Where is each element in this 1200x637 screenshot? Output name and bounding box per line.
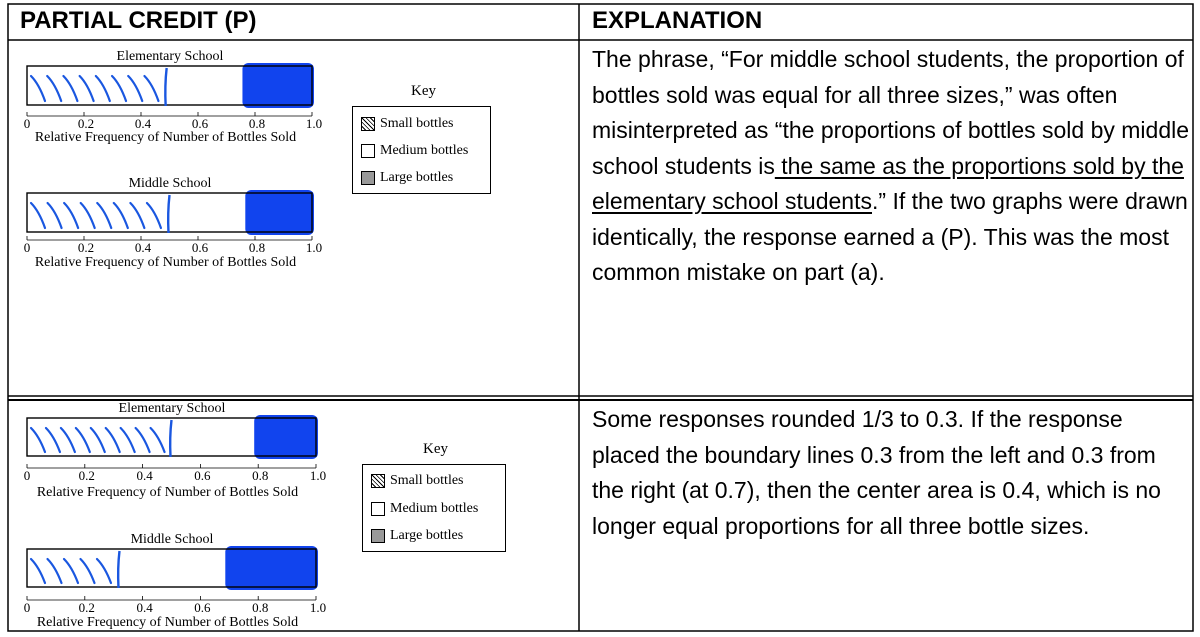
x-tick-label: 0.2 — [78, 468, 95, 483]
key-title: Key — [411, 83, 436, 99]
key-item-medium — [371, 501, 478, 517]
key-item-small — [361, 116, 454, 132]
small-bottles-hatch-stroke — [121, 428, 135, 452]
small-bottles-hatch-stroke — [81, 203, 95, 228]
small-bottles-hatch-stroke — [114, 203, 128, 228]
explanation-text-end: .” If the two graphs were drawn identically, the response earned a (P). This was the most common mistake on part (a). — [592, 188, 1188, 285]
key-label-medium: Medium bottles — [380, 143, 469, 158]
medium-bottles-swatch — [361, 144, 375, 158]
x-tick-label: 0.8 — [252, 600, 269, 615]
key-title: Key — [423, 441, 448, 457]
small-bottles-hatch-stroke — [76, 428, 90, 452]
x-tick-label: 0 — [23, 468, 31, 483]
x-tick-label: 0.6 — [191, 116, 209, 131]
small-bottles-hatch-stroke — [64, 203, 78, 228]
key-item-large — [361, 170, 453, 186]
key-label-medium: Medium bottles — [390, 501, 479, 516]
small-bottles-hatch-stroke — [47, 559, 61, 583]
small-bottles-hatch-stroke — [80, 76, 94, 101]
header-partial-credit: PARTIAL CREDIT (P) — [20, 7, 257, 34]
small-bottles-boundary — [118, 551, 119, 588]
small-bottles-hatch-stroke — [91, 428, 105, 452]
x-tick-label: 0.6 — [194, 468, 211, 483]
small-bottles-hatch-stroke — [47, 76, 61, 101]
x-tick-label: 0.4 — [136, 468, 153, 483]
x-tick-label: 0.8 — [248, 240, 266, 255]
large-bottles-segment — [225, 546, 318, 590]
key-label-large: Large bottles — [380, 170, 454, 185]
key-item-small — [371, 473, 464, 489]
chart-title: Elementary School — [118, 401, 226, 416]
x-tick-label: 0.8 — [252, 468, 269, 483]
x-tick-label: 0.4 — [134, 116, 152, 131]
x-tick-label: 0.4 — [136, 600, 153, 615]
x-tick-label: 0.4 — [134, 240, 152, 255]
small-bottles-hatch-stroke — [31, 428, 45, 452]
large-bottles-segment — [245, 190, 314, 235]
x-tick-label: 0.2 — [77, 116, 95, 131]
small-bottles-boundary — [165, 68, 166, 106]
explanation-row-2: Some responses rounded 1/3 to 0.3. If the response placed the boundary lines 0.3 from the left and 0.3 from the right (at 0.7), then the center area is 0.4, which is no longer equal proportions for all three bottle sizes. — [592, 406, 1161, 539]
small-bottles-hatch-stroke — [97, 559, 111, 583]
key-label-small: Small bottles — [380, 116, 454, 131]
large-bottles-swatch — [361, 171, 375, 185]
chart-title: Elementary School — [116, 49, 224, 64]
key-item-large — [371, 528, 463, 544]
small-bottles-hatch-stroke — [130, 203, 144, 228]
x-axis-label: Relative Frequency of Number of Bottles Sold — [36, 615, 299, 630]
small-bottles-hatch-stroke — [136, 428, 150, 452]
x-tick-label: 1.0 — [309, 468, 327, 483]
x-tick-label: 0.2 — [77, 240, 95, 255]
explanation-text: The phrase, “For middle school students, the proportion of bottles sold was equal for all three sizes,” was often misinterpreted as “the proportions of bottles sold by middle school students is — [592, 46, 1190, 179]
small-bottles-hatch-stroke — [96, 76, 110, 101]
x-tick-label: 1.0 — [305, 116, 323, 131]
large-bottles-segment — [254, 415, 318, 459]
small-bottles-hatch-stroke — [144, 76, 158, 101]
large-bottles-swatch — [371, 529, 385, 543]
small-bottles-hatch-stroke — [48, 203, 62, 228]
small-bottles-swatch — [361, 117, 375, 131]
x-axis-label: Relative Frequency of Number of Bottles Sold — [34, 255, 297, 270]
small-bottles-hatch-stroke — [64, 559, 78, 583]
small-bottles-hatch-stroke — [46, 428, 60, 452]
explanation-underlined-text: the same as the proportions sold by the elementary school students — [592, 152, 1184, 214]
key-box — [362, 441, 506, 552]
key-item-medium — [361, 143, 468, 159]
header-explanation: EXPLANATION — [592, 7, 763, 34]
key-label-small: Small bottles — [390, 473, 464, 488]
x-tick-label: 1.0 — [305, 240, 323, 255]
chart-title: Middle School — [128, 176, 212, 191]
medium-bottles-swatch — [371, 502, 385, 516]
x-tick-label: 0 — [23, 600, 31, 615]
x-tick-label: 0.8 — [248, 116, 266, 131]
large-bottles-segment — [242, 63, 314, 108]
x-tick-label: 0 — [23, 116, 31, 131]
x-tick-label: 0 — [23, 240, 31, 255]
small-bottles-hatch-stroke — [147, 203, 161, 228]
x-tick-label: 0.6 — [191, 240, 209, 255]
small-bottles-hatch-stroke — [112, 76, 126, 101]
x-axis-label: Relative Frequency of Number of Bottles Sold — [36, 485, 299, 500]
small-bottles-hatch-stroke — [97, 203, 111, 228]
x-tick-label: 0.6 — [194, 600, 211, 615]
small-bottles-swatch — [371, 474, 385, 488]
x-tick-label: 1.0 — [309, 600, 327, 615]
small-bottles-hatch-stroke — [31, 203, 45, 228]
small-bottles-hatch-stroke — [31, 559, 45, 583]
small-bottles-hatch-stroke — [128, 76, 142, 101]
small-bottles-boundary — [168, 195, 169, 233]
x-axis-label: Relative Frequency of Number of Bottles Sold — [34, 130, 297, 145]
small-bottles-boundary — [170, 420, 171, 457]
small-bottles-hatch-stroke — [63, 76, 77, 101]
small-bottles-hatch-stroke — [151, 428, 165, 452]
small-bottles-hatch-stroke — [106, 428, 120, 452]
small-bottles-hatch-stroke — [61, 428, 75, 452]
key-box — [352, 83, 491, 194]
small-bottles-hatch-stroke — [80, 559, 94, 583]
x-tick-label: 0.2 — [78, 600, 95, 615]
key-label-large: Large bottles — [390, 528, 464, 543]
chart-title: Middle School — [130, 532, 214, 547]
explanation-row-1 — [592, 42, 1192, 291]
small-bottles-hatch-stroke — [31, 76, 45, 101]
